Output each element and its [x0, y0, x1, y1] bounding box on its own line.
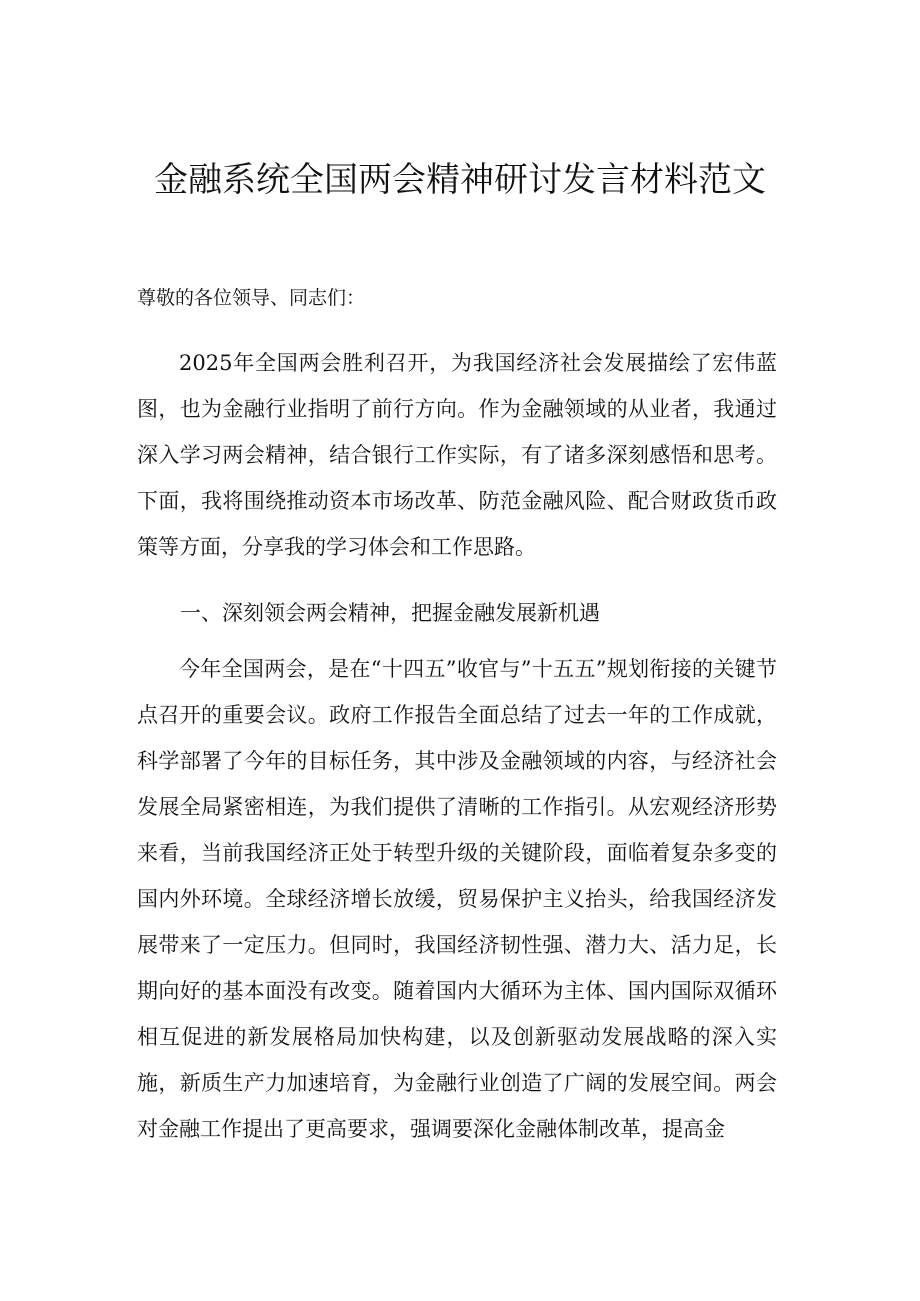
section-paragraph: 今年全国两会，是在“十四五”收官与”十五五”规划衔接的关键节点召开的重要会议。政府工作报告全面总结了过去一年的工作成就，科学部署了今年的目标任务，其中涉及金融领域的内容，与经济社会发展全局紧密相连，为我们提供了清晰的工作指引。从宏观经济形势来看，当前我国经济正处于转型升级的关键阶段，面临着复杂多变的国内外环境。全球经济增长放缓，贸易保护主义抬头，给我国经济发展带来了一定压力。但同时，我国经济韧性强、潜力大、活力足，长期向好的基本面没有改变。随着国内大循环为主体、国内国际双循环相互促进的新发展格局加快构建，以及创新驱动发展战略的深入实施，新质生产力加速培育，为金融行业创造了广阔的发展空间。两会对金融工作提出了更高要求，强调要深化金融体制改革，提高金 [137, 657, 777, 1141]
intro-paragraph: 2025年全国两会胜利召开，为我国经济社会发展描绘了宏伟蓝图，也为金融行业指明了前行方向。作为金融领域的从业者，我通过深入学习两会精神，结合银行工作实际，有了诸多深刻感悟和思考。下面，我将围绕推动资本市场改革、防范金融风险、配合财政货币政策等方面，分享我的学习体会和工作思路。 [137, 351, 777, 559]
salutation: 尊敬的各位领导、同志们： [137, 287, 366, 309]
document-title: 金融系统全国两会精神研讨发言材料范文 [154, 160, 766, 200]
section-heading: 一、深刻领会两会精神，把握金融发展新机遇 [180, 601, 600, 625]
